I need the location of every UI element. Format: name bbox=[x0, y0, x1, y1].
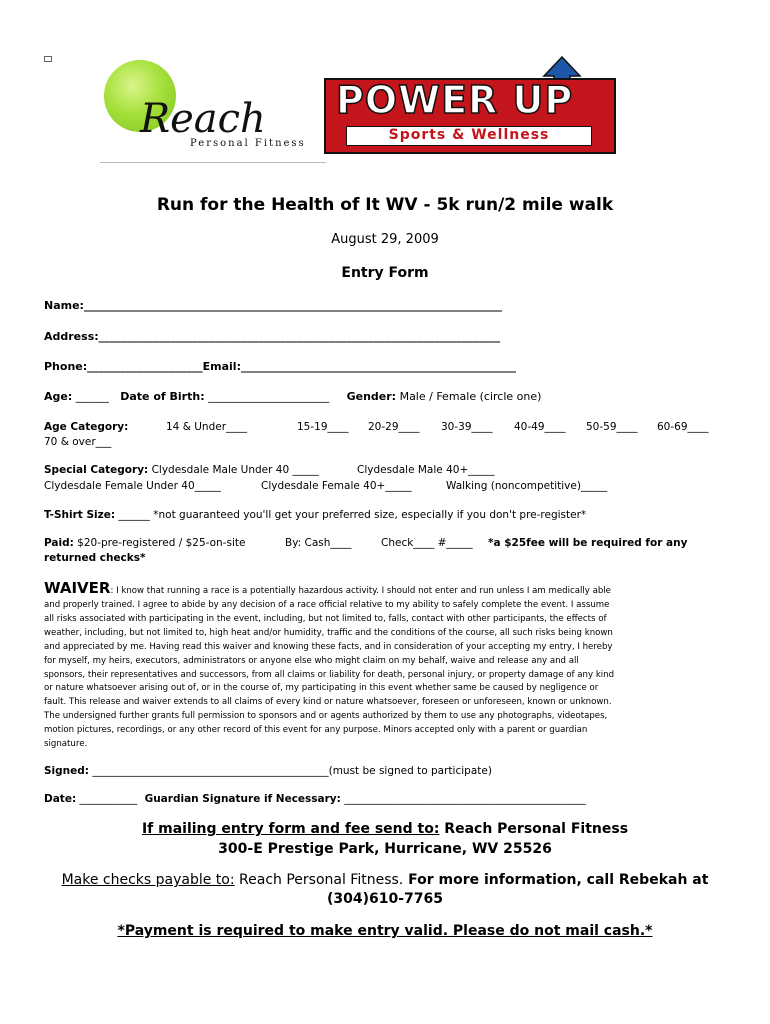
waiver-line: The undersigned further grants full permission to sponsors and or agents authorized by them to use any photographs, videotapes, bbox=[44, 711, 608, 722]
waiver-line: sponsors, their representatives and successors, from all claims or liability for death, personal injury, or property damage of any kind bbox=[44, 669, 615, 680]
signed-note: (must be signed to participate) bbox=[328, 765, 492, 777]
special-clydesdale-female-40plus[interactable]: Clydesdale Female 40+_____ bbox=[261, 480, 412, 492]
mailing-address: 300-E Prestige Park, Hurricane, WV 25526 bbox=[218, 841, 552, 857]
waiver-line: or nature whatsoever arising out of, or in the course of, my participating in this event whether same be caused by negligence or bbox=[44, 683, 599, 694]
payment-note: *Payment is required to make entry valid. Please do not mail cash.* bbox=[117, 923, 653, 939]
checks-info: For more information, call Rebekah at bbox=[403, 872, 709, 888]
tshirt-size-field[interactable]: ______ *not guaranteed you'll get your preferred size, especially if you don't pre-register* bbox=[118, 509, 587, 521]
age-cat-70-over[interactable]: 70 & over___ bbox=[44, 436, 112, 448]
tshirt-label: T-Shirt Size: bbox=[44, 509, 116, 521]
date-label: Date: bbox=[44, 793, 77, 805]
gender-options[interactable]: Male / Female (circle one) bbox=[399, 390, 542, 403]
waiver-line: motion pictures, recordings, or any other record of this event for any purpose. Minors accepted only with a parent or guardian bbox=[44, 725, 588, 736]
image-placeholder-icon bbox=[44, 56, 52, 62]
powerup-logo-word: POWER UP bbox=[336, 78, 574, 122]
logo-divider bbox=[100, 162, 326, 163]
age-cat-15-19[interactable]: 15-19____ bbox=[297, 421, 349, 433]
age-cat-50-59[interactable]: 50-59____ bbox=[586, 421, 638, 433]
date-guardian-row bbox=[44, 793, 586, 805]
special-walking[interactable]: Walking (noncompetitive)_____ bbox=[446, 480, 608, 492]
age-category-row bbox=[44, 421, 128, 433]
age-dob-gender-row bbox=[44, 390, 541, 403]
date-field[interactable]: ___________ bbox=[79, 793, 138, 805]
waiver-line: all risks associated with participating in the event, including, but not limited to, falls, contact with other participants, the effects of bbox=[44, 613, 607, 624]
page-title: Run for the Health of It WV - 5k run/2 mile walk bbox=[156, 195, 614, 215]
waiver-body bbox=[44, 599, 724, 752]
age-category-label: Age Category: bbox=[44, 421, 129, 433]
reach-logo-sub: Personal Fitness bbox=[190, 138, 306, 149]
waiver-first-line bbox=[44, 578, 724, 599]
age-cat-14-under[interactable]: 14 & Under____ bbox=[166, 421, 248, 433]
special-clydesdale-male-under40[interactable]: Clydesdale Male Under 40 _____ bbox=[151, 464, 319, 476]
dob-blank[interactable]: ______________________ bbox=[208, 390, 330, 403]
signature-field[interactable]: _____________________________________________ bbox=[92, 765, 329, 777]
contact-phone: (304)610-7765 bbox=[326, 891, 444, 907]
gender-label: Gender: bbox=[346, 390, 397, 403]
waiver-line: for myself, my heirs, executors, administrators or anyone else who might claim on my behalf, waive and release any and all bbox=[44, 655, 579, 666]
phone-email-field[interactable]: Phone:_____________________Email:__________________________________________________ bbox=[44, 360, 516, 373]
paid-cash-option[interactable]: By: Cash____ bbox=[285, 537, 352, 549]
reach-logo bbox=[100, 58, 326, 162]
checks-org: Reach Personal Fitness. bbox=[234, 872, 404, 888]
age-label: Age: bbox=[44, 390, 73, 403]
guardian-label: Guardian Signature if Necessary: bbox=[144, 793, 341, 805]
age-cat-20-29[interactable]: 20-29____ bbox=[368, 421, 420, 433]
age-blank[interactable]: ______ bbox=[75, 390, 109, 403]
age-cat-30-39[interactable]: 30-39____ bbox=[441, 421, 493, 433]
form-title: Entry Form bbox=[341, 265, 429, 281]
waiver-line: signature. bbox=[44, 739, 88, 750]
reach-logo-word: Reach bbox=[140, 96, 266, 142]
address-field[interactable]: Address:_________________________________________________________________________ bbox=[44, 330, 501, 343]
powerup-logo-sub: Sports & Wellness bbox=[388, 127, 550, 143]
signed-label: Signed: bbox=[44, 765, 89, 777]
event-date: August 29, 2009 bbox=[331, 232, 439, 247]
paid-amounts: $20-pre-registered / $25-on-site bbox=[77, 537, 246, 549]
mailing-line bbox=[0, 821, 770, 837]
returned-check-fee: *a $25fee will be required for any bbox=[488, 537, 688, 549]
age-cat-60-69[interactable]: 60-69____ bbox=[657, 421, 709, 433]
special-category-line1 bbox=[44, 464, 319, 476]
mailing-lead: If mailing entry form and fee send to: bbox=[141, 821, 440, 837]
checks-lead: Make checks payable to: bbox=[61, 872, 235, 888]
age-cat-40-49[interactable]: 40-49____ bbox=[514, 421, 566, 433]
special-clydesdale-male-40plus[interactable]: Clydesdale Male 40+_____ bbox=[357, 464, 495, 476]
waiver-line: weather, including, but not limited to, high heat and/or humidity, traffic and the conditions of the course, all such risks being known bbox=[44, 627, 613, 638]
tshirt-row bbox=[44, 509, 586, 521]
paid-label: Paid: bbox=[44, 537, 74, 549]
waiver-line: and properly trained. I agree to abide by any decision of a race official relative to my ability to safely complete the event. I assume bbox=[44, 600, 610, 610]
special-clydesdale-female-under40[interactable]: Clydesdale Female Under 40_____ bbox=[44, 480, 221, 492]
checks-line bbox=[0, 872, 770, 888]
waiver-line: : I know that running a race is a potentially hazardous activity. I should not enter and run unless I am medically able bbox=[110, 586, 611, 596]
waiver-line: fault. This release and waiver extends to all claims of every kind or nature whatsoever, foreseen or unforeseen, known or unknown. bbox=[44, 697, 612, 708]
guardian-signature-field[interactable]: ______________________________________________ bbox=[344, 793, 586, 805]
waiver-line: and appreciated by me. Having read this waiver and knowing these facts, and in consideration of your accepting my entry, I hereby bbox=[44, 641, 613, 652]
returned-check-fee-cont: returned checks* bbox=[44, 552, 146, 564]
special-category-label: Special Category: bbox=[44, 464, 149, 476]
name-field[interactable]: Name:____________________________________________________________________________ bbox=[44, 299, 502, 312]
paid-row bbox=[44, 537, 245, 549]
dob-label: Date of Birth: bbox=[120, 390, 205, 403]
powerup-logo bbox=[322, 56, 616, 156]
waiver-heading: WAIVER bbox=[44, 579, 111, 597]
mailing-org: Reach Personal Fitness bbox=[439, 821, 629, 837]
paid-check-option[interactable]: Check____ #_____ bbox=[381, 537, 473, 549]
signed-row bbox=[44, 765, 492, 777]
